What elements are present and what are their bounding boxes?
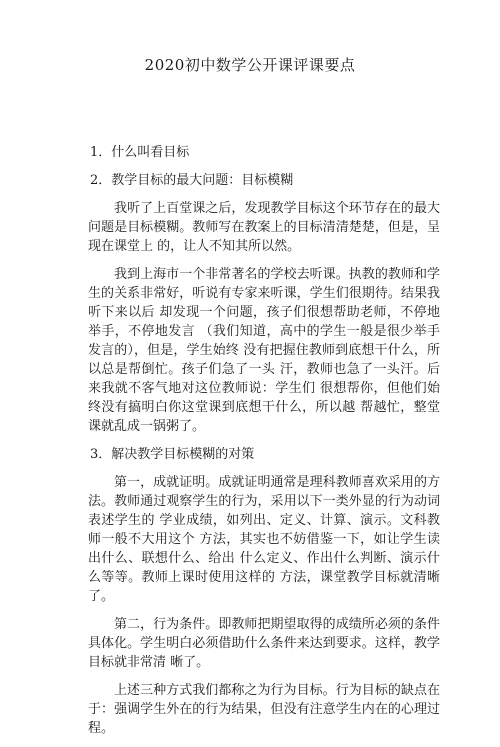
section-heading-3: 3．解决教学目标模糊的对策 [90,447,255,462]
document-body [88,143,440,747]
paragraph-5: 上述三种方式我们都称之为行为目标。行为目标的缺点在于：强调学生外在的行为结果，但没有注意学生内在的心理过程。 [88,683,440,736]
section-heading-2: 2．教学目标的最大问题：目标模糊 [90,173,294,188]
section-heading-1: 1．什么叫看目标 [90,145,190,160]
paragraph-1: 我听了上百堂课之后，发现教学目标这个环节存在的最大问题是目标模糊。教师写在教案上的目标清清楚楚，但是，呈现在课堂上 的，让人不知其所以然。 [88,201,440,254]
paragraph-3: 第一，成就证明。成就证明通常是理科教师喜欢采用的方法。教师通过观察学生的行为，采用以下一类外显的行为动词表述学生的 学业成绩，如列出、定义、计算、演示。文科教师一般不大用这个 方法，其实也不妨借鉴一下，如让学生读出什么、联想什么、给出 什么定义、作出什么判断、演示什么等等。教师上课时使用这样的 方法，课堂教学目标就清晰了。 [88,475,440,604]
document-title: 2020初中数学公开课评课要点 [144,56,356,74]
paragraph-4: 第二，行为条件。即教师把期望取得的成绩所必须的条件具体化。学生明白必须借助什么条件来达到要求。这样，教学目标就非常清 晰了。 [88,617,440,670]
paragraph-2: 我到上海市一个非常著名的学校去听课。执教的教师和学生的关系非常好，听说有专家来听课，学生们很期待。结果我听下来以后 却发现一个问题，孩子们很想帮助老师，不停地举手，不停地发言 （我们知道，高中的学生一般是很少举手发言的），但是，学生始终 没有把握住教师到底想干什么，所以总是帮倒忙。孩子们急了一头 汗，教师也急了一头汗。后来我就不客气地对这位教师说：学生们 很想帮你，但他们始终没有搞明白你这堂课到底想干什么，所以越 帮越忙，整堂课就乱成一锅粥了。 [88,267,440,434]
